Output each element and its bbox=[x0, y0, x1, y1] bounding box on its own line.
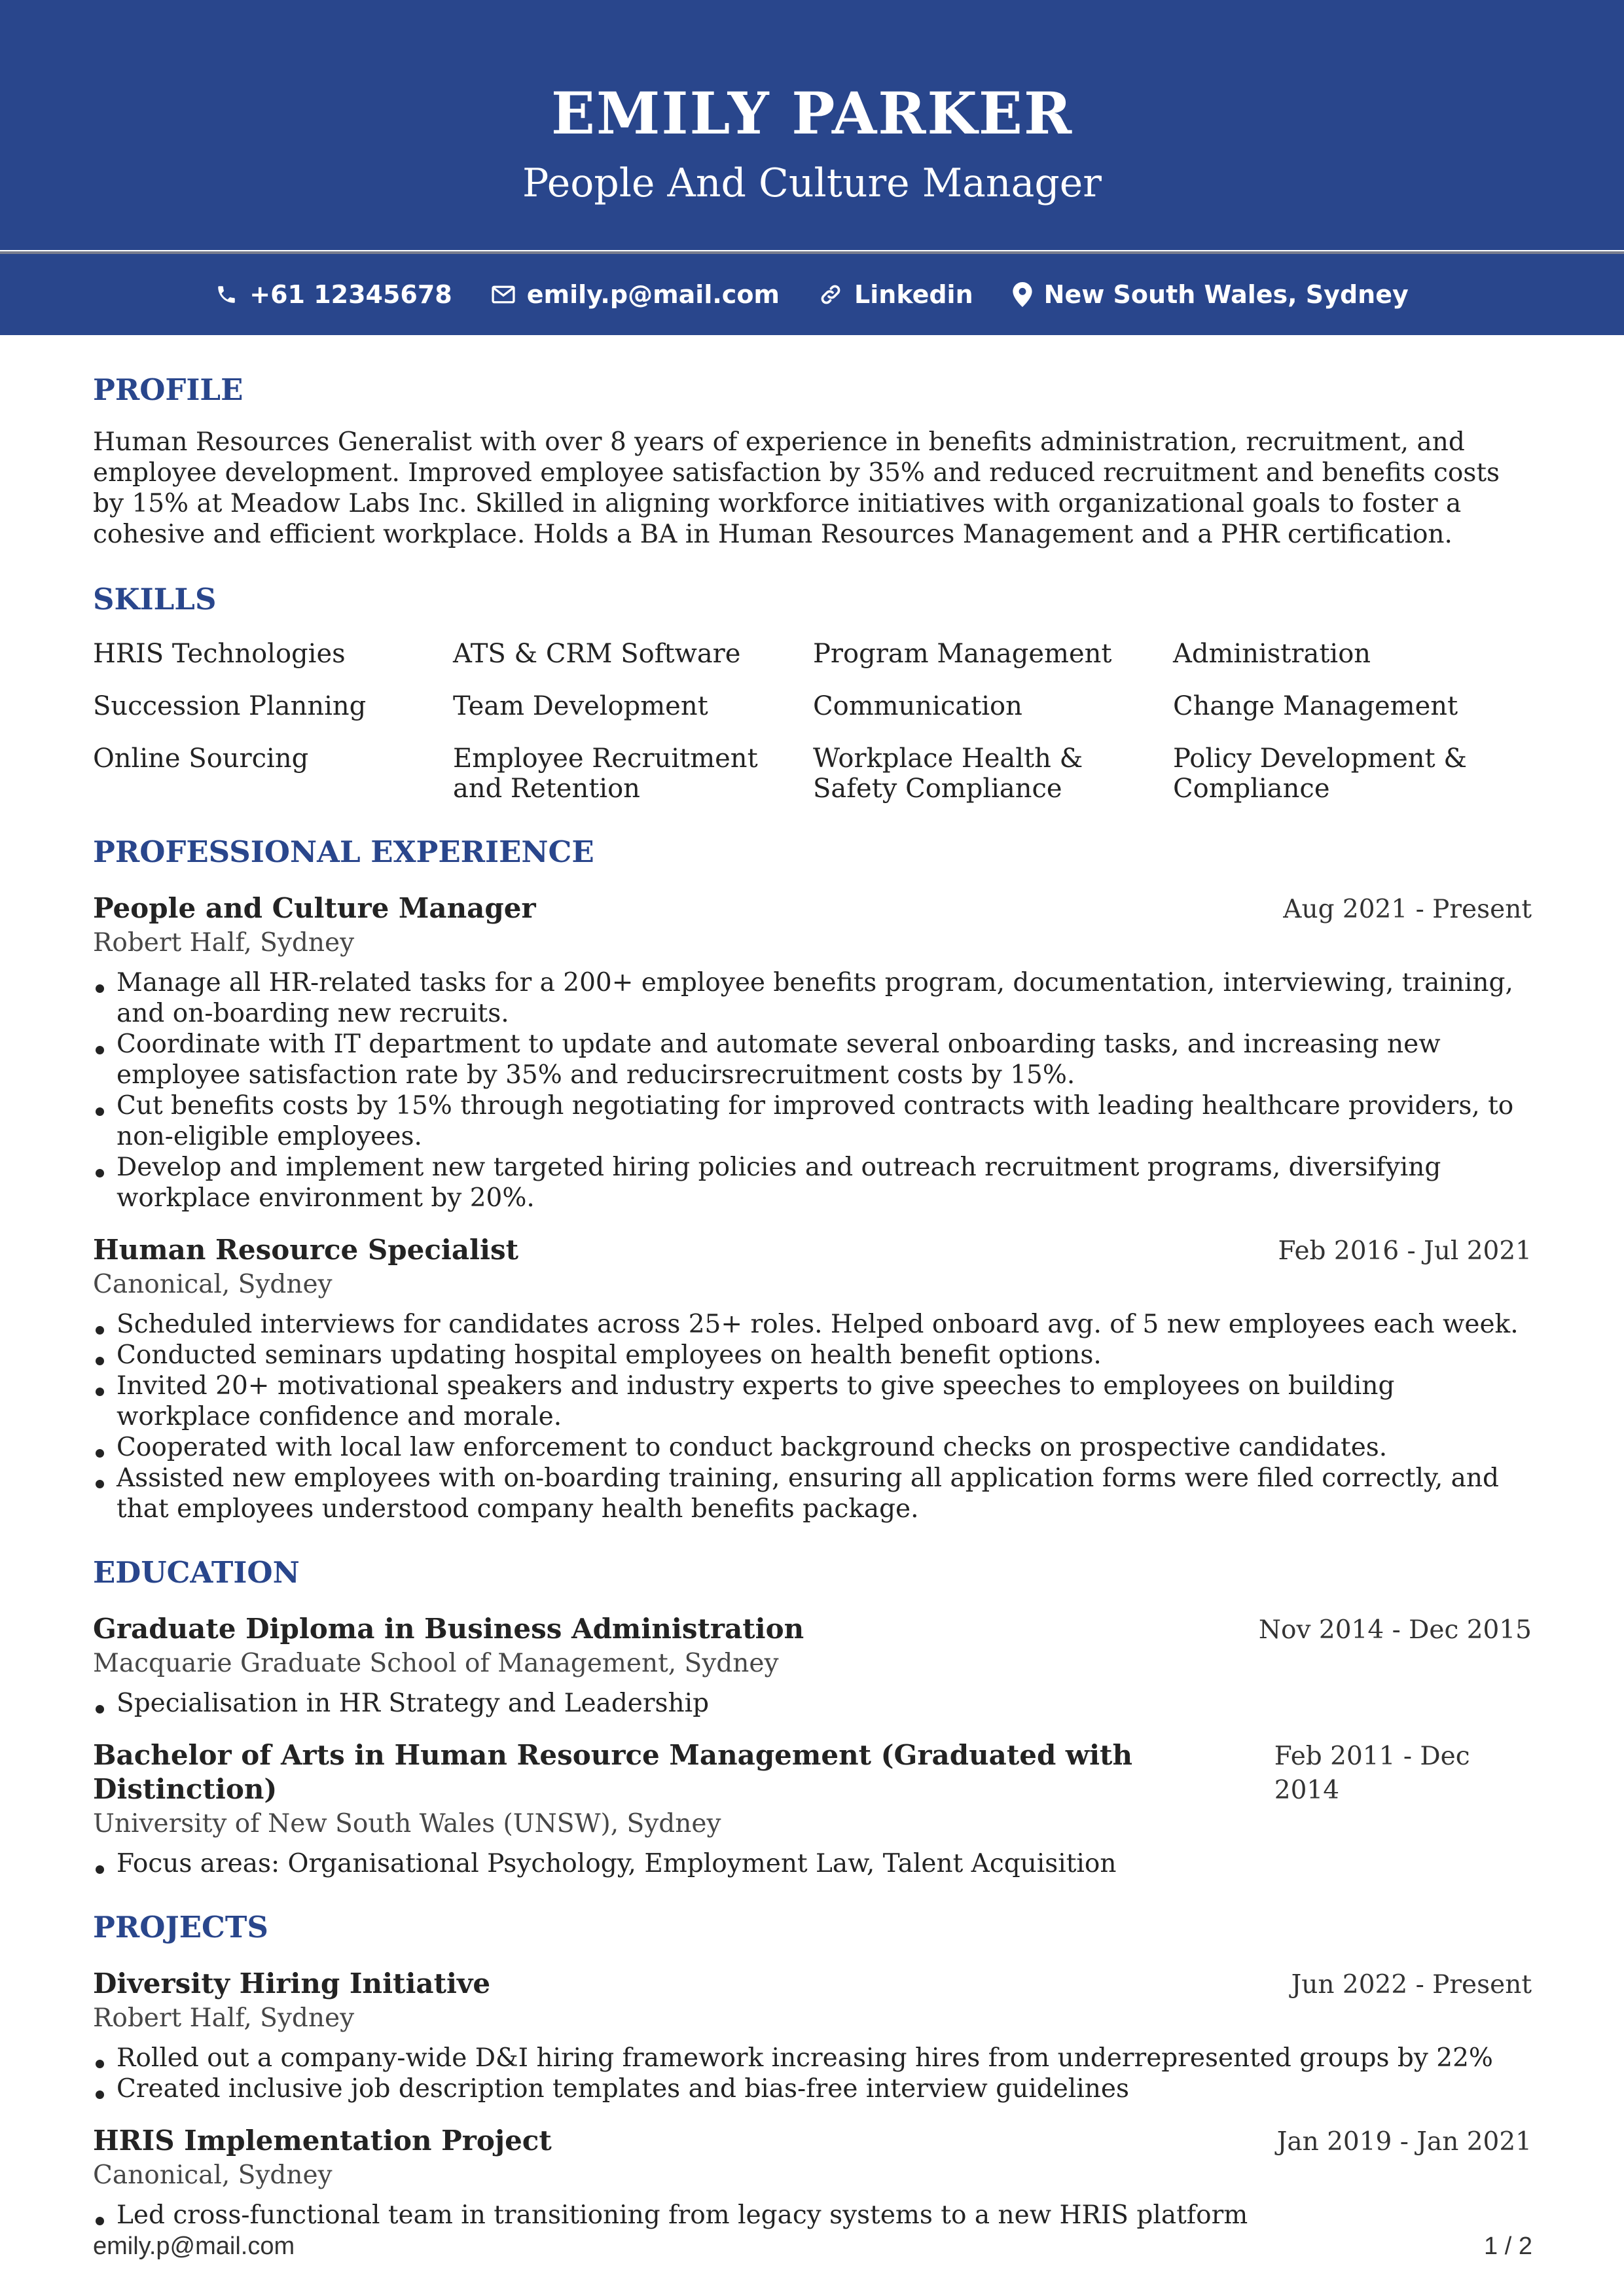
footer-email: emily.p@mail.com bbox=[93, 2233, 295, 2260]
entry-title: People and Culture Manager bbox=[93, 892, 536, 924]
link-icon bbox=[819, 283, 842, 306]
entry-date: Nov 2014 - Dec 2015 bbox=[1258, 1615, 1532, 1645]
entry-bullets bbox=[93, 1688, 1532, 1719]
page-number: 1 / 2 bbox=[1484, 2233, 1532, 2260]
bullet-item: Conducted seminars updating hospital employees on health benefit options. bbox=[93, 1340, 1532, 1371]
entry-date: Jun 2022 - Present bbox=[1291, 1970, 1532, 2000]
entry-date: Feb 2016 - Jul 2021 bbox=[1278, 1236, 1532, 1266]
skill-item: Administration bbox=[1173, 639, 1371, 669]
entry-title: HRIS Implementation Project bbox=[93, 2125, 552, 2157]
education-heading: EDUCATION bbox=[93, 1555, 300, 1590]
resume-header bbox=[0, 0, 1624, 250]
linkedin-link: Linkedin bbox=[854, 280, 973, 309]
bullet-item: Scheduled interviews for candidates across 25+ roles. Helped onboard avg. of 5 new employees each week. bbox=[93, 1309, 1532, 1340]
bullet-item: Created inclusive job description templates and bias-free interview guidelines bbox=[93, 2073, 1532, 2104]
bullet-item: Cooperated with local law enforcement to conduct background checks on prospective candidates. bbox=[93, 1432, 1532, 1463]
experience-entry bbox=[93, 891, 1532, 1213]
skill-item: Online Sourcing bbox=[93, 744, 309, 774]
bullet-item: Led cross-functional team in transitioning from legacy systems to a new HRIS platform bbox=[93, 2200, 1532, 2231]
project-entry bbox=[93, 2124, 1532, 2231]
entry-organization: Macquarie Graduate School of Management, Sydney bbox=[93, 1649, 779, 1678]
project-entry bbox=[93, 1967, 1532, 2104]
bullet-item: Cut benefits costs by 15% through negotiating for improved contracts with leading healthcare providers, to non-eligible employees. bbox=[93, 1090, 1532, 1152]
phone-number: +61 12345678 bbox=[249, 280, 452, 309]
bullet-item: Coordinate with IT department to update and automate several onboarding tasks, and increasing new employee satisfaction rate by 35% and reducirsrecruitment costs by 15%. bbox=[93, 1029, 1532, 1090]
experience-heading: PROFESSIONAL EXPERIENCE bbox=[93, 834, 594, 869]
skill-item: Program Management bbox=[813, 639, 1112, 669]
skill-item: Policy Development & Compliance bbox=[1173, 744, 1467, 804]
bullet-item: Assisted new employees with on-boarding training, ensuring all application forms were filed correctly, and that employees understood company health benefits package. bbox=[93, 1463, 1532, 1524]
map-pin-icon bbox=[1013, 282, 1032, 307]
phone-icon bbox=[215, 283, 238, 306]
entry-title: Diversity Hiring Initiative bbox=[93, 1967, 491, 2000]
entry-organization: Canonical, Sydney bbox=[93, 1270, 333, 1299]
entry-bullets bbox=[93, 1309, 1532, 1524]
profile-heading: PROFILE bbox=[93, 372, 244, 407]
email-address: emily.p@mail.com bbox=[526, 280, 780, 309]
skill-item: HRIS Technologies bbox=[93, 639, 346, 669]
skill-item: Workplace Health & Safety Compliance bbox=[813, 744, 1083, 804]
skill-item: Communication bbox=[813, 691, 1022, 721]
skill-item: Change Management bbox=[1173, 691, 1458, 721]
entry-date: Aug 2021 - Present bbox=[1283, 895, 1532, 924]
bullet-item: Develop and implement new targeted hiring policies and outreach recruitment programs, diversifying workplace environment by 20%. bbox=[93, 1152, 1532, 1213]
bullet-item: Focus areas: Organisational Psychology, Employment Law, Talent Acquisition bbox=[93, 1848, 1532, 1879]
skills-heading: SKILLS bbox=[93, 582, 217, 617]
skill-item: ATS & CRM Software bbox=[453, 639, 741, 669]
entry-bullets bbox=[93, 2043, 1532, 2104]
entry-title: Human Resource Specialist bbox=[93, 1234, 519, 1266]
entry-organization: Robert Half, Sydney bbox=[93, 2003, 355, 2033]
resume-body bbox=[93, 370, 1532, 2231]
education-entry bbox=[93, 1612, 1532, 1719]
entry-bullets bbox=[93, 967, 1532, 1213]
entry-organization: Canonical, Sydney bbox=[93, 2161, 333, 2190]
contact-bar bbox=[0, 251, 1624, 335]
candidate-title: People And Culture Manager bbox=[522, 160, 1102, 206]
entry-date: Jan 2019 - Jan 2021 bbox=[1276, 2127, 1532, 2157]
projects-heading: PROJECTS bbox=[93, 1910, 268, 1945]
entry-title: Bachelor of Arts in Human Resource Management (Graduated with Distinction) bbox=[93, 1739, 1132, 1805]
envelope-icon bbox=[492, 285, 515, 304]
bullet-item: Rolled out a company-wide D&I hiring framework increasing hires from underrepresented groups by 22% bbox=[93, 2043, 1532, 2073]
experience-entry bbox=[93, 1233, 1532, 1524]
entry-organization: University of New South Wales (UNSW), Sydney bbox=[93, 1809, 721, 1839]
entry-bullets bbox=[93, 2200, 1532, 2231]
education-entry bbox=[93, 1738, 1532, 1879]
location-text: New South Wales, Sydney bbox=[1043, 280, 1409, 309]
skill-item: Succession Planning bbox=[93, 691, 367, 721]
bullet-item: Manage all HR-related tasks for a 200+ employee benefits program, documentation, interviewing, training, and on-boarding new recruits. bbox=[93, 967, 1532, 1029]
skills-grid bbox=[93, 639, 1532, 804]
contact-location bbox=[1013, 279, 1409, 310]
entry-date: Feb 2011 - Dec 2014 bbox=[1274, 1742, 1470, 1805]
contact-phone[interactable] bbox=[215, 279, 452, 310]
profile-summary: Human Resources Generalist with over 8 years of experience in benefits administration, recruitment, and employee development. Improved employee satisfaction by 35% and reduced recruitment and benefits costs by 15% at Meadow Labs Inc. Skilled in aligning workforce initiatives with organizational goals to foster a cohesive and efficient workplace. Holds a BA in Human Resources Management and a PHR certification. bbox=[93, 427, 1500, 549]
bullet-item: Specialisation in HR Strategy and Leadership bbox=[93, 1688, 1532, 1719]
bullet-item: Invited 20+ motivational speakers and industry experts to give speeches to employees on building workplace confidence and morale. bbox=[93, 1371, 1532, 1432]
entry-title: Graduate Diploma in Business Administration bbox=[93, 1613, 804, 1645]
skill-item: Employee Recruitment and Retention bbox=[453, 744, 758, 804]
candidate-name: EMILY PARKER bbox=[550, 79, 1074, 147]
entry-bullets bbox=[93, 1848, 1532, 1879]
contact-linkedin[interactable] bbox=[819, 279, 973, 310]
skill-item: Team Development bbox=[453, 691, 708, 721]
entry-organization: Robert Half, Sydney bbox=[93, 928, 355, 958]
contact-email[interactable] bbox=[492, 279, 780, 310]
